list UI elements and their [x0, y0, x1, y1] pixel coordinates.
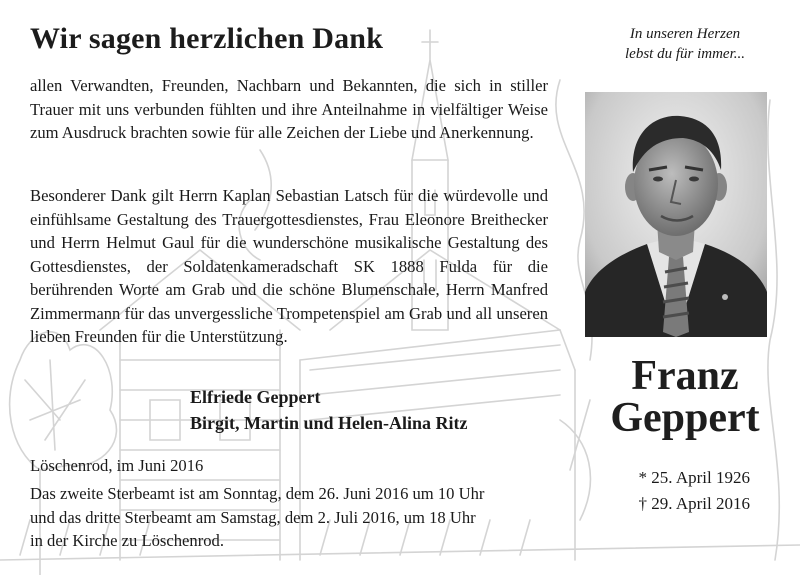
birth-date: * 25. April 1926 [638, 468, 750, 487]
signature-line-1: Elfriede Geppert [190, 387, 321, 407]
services-line-2: und das dritte Sterbeamt am Samstag, dem 2. Juli 2016, um 18 Uhr [30, 507, 476, 527]
special-thanks-paragraph: Besonderer Dank gilt Herrn Kaplan Sebastian Latsch für die würdevolle und einfühlsame Gestaltung des Trauergottesdienstes, Frau Eleonore Breithecker und Herrn Helmut Gaul für die wunderschöne musikalische Gestaltung des Gottesdienstes, der Soldatenkameradschaft SK 1888 Fulda für die berührenden Worte am Grab und die schöne Blumenschale, Herrn Manfred Zimmermann für das unvergessliche Trompetenspiel am Grab und all unseren lieben Freunden für die Unterstützung. [30, 186, 548, 346]
signature-line-2: Birgit, Martin und Helen-Alina Ritz [190, 413, 468, 433]
motto-line-1: In unseren Herzen [629, 26, 741, 42]
memorial-services [30, 482, 550, 553]
deceased-first-name: Franz [631, 353, 739, 399]
headline: Wir sagen herzlichen Dank [30, 22, 384, 55]
motto-line-2: lebst du für immer... [625, 46, 745, 62]
services-line-1: Das zweite Sterbeamt ist am Sonntag, dem 26. Juni 2016 um 10 Uhr [30, 484, 485, 503]
motto [585, 24, 785, 64]
deceased-last-name: Geppert [610, 395, 760, 441]
thanks-paragraph: allen Verwandten, Freunden, Nachbarn und Bekannten, die sich in stiller Trauer mit uns verbunden fühlten und ihre Anteilnahme in vielfältiger Weise zum Ausdruck brachten sowie für alle Zeichen der Liebe und Anerkennung. [30, 76, 548, 142]
place-date: Löschenrod, im Juni 2016 [30, 456, 204, 475]
portrait-photo [585, 92, 767, 337]
death-date: † 29. April 2016 [638, 494, 750, 513]
services-line-3: in der Kirche zu Löschenrod. [30, 531, 224, 550]
